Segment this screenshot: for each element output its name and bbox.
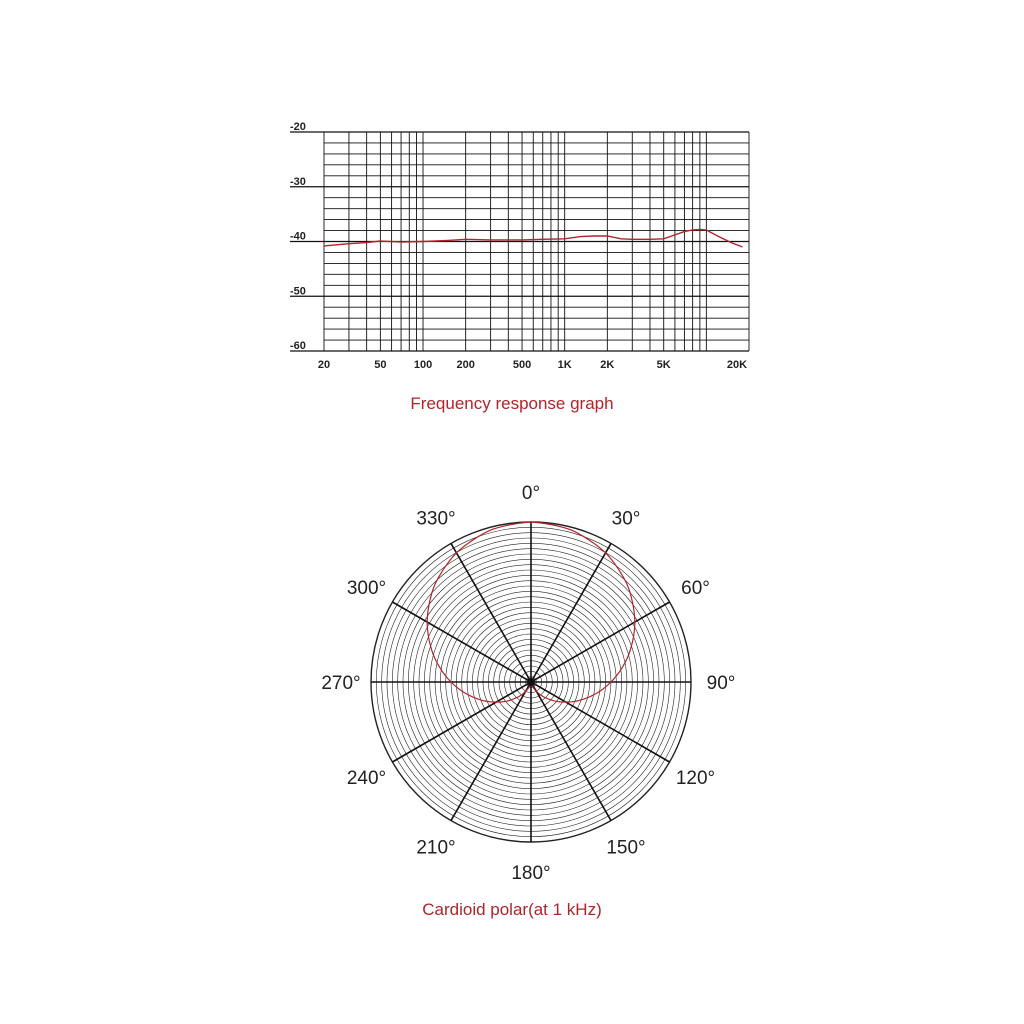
freq-x-tick-label: 20: [317, 359, 331, 371]
polar-center-dot: [527, 678, 535, 686]
freq-x-tick-label: 500: [512, 359, 532, 371]
polar-angle-label: 180°: [511, 863, 551, 884]
freq-x-tick-label: 20K: [726, 359, 748, 371]
freq-x-tick-label: 100: [413, 359, 433, 371]
polar-angle-label: 90°: [706, 673, 736, 694]
frequency-y-ticks: [290, 121, 306, 352]
frequency-chart-caption: Frequency response graph: [410, 394, 614, 413]
freq-y-tick-label: -30: [290, 175, 306, 188]
polar-angle-label: 330°: [416, 508, 456, 530]
cardioid-polar-chart: [321, 483, 735, 884]
polar-angle-label: 300°: [346, 578, 387, 599]
freq-x-tick-label: 5K: [656, 359, 671, 371]
frequency-x-ticks: [318, 359, 747, 371]
freq-y-tick-label: -20: [290, 121, 306, 133]
freq-x-tick-label: 50: [374, 359, 387, 371]
polar-angle-label: 240°: [346, 768, 387, 789]
freq-x-tick-label: 2K: [600, 359, 615, 371]
freq-y-tick-label: -60: [290, 340, 306, 352]
polar-angle-label: 60°: [681, 578, 710, 599]
freq-y-tick-label: -50: [290, 285, 306, 298]
polar-chart-caption: Cardioid polar(at 1 kHz): [422, 900, 602, 919]
freq-y-tick-label: -40: [290, 230, 306, 243]
polar-angle-label: 150°: [606, 837, 646, 859]
frequency-response-chart: [290, 121, 749, 371]
freq-x-tick-label: 200: [456, 359, 475, 371]
frequency-grid: [290, 132, 749, 351]
polar-angle-label: 0°: [521, 483, 541, 504]
freq-x-tick-label: 1K: [557, 359, 572, 371]
polar-angle-label: 30°: [611, 508, 641, 530]
polar-angle-label: 270°: [321, 673, 361, 694]
polar-angle-label: 210°: [416, 837, 456, 859]
polar-angle-label: 120°: [675, 768, 716, 789]
